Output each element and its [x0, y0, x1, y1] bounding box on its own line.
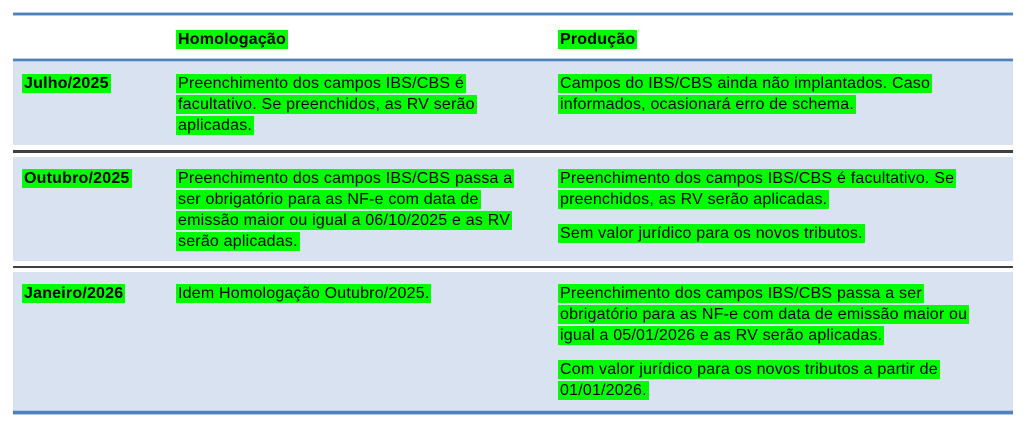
producao-cell [551, 272, 1013, 410]
cell-paragraph [176, 73, 525, 136]
table-bottom-border [13, 410, 1013, 415]
period-cell [13, 157, 169, 198]
cell-paragraph [176, 168, 525, 252]
highlighted-text: Preenchimento dos campos IBS/CBS é facultativo. Se preenchidos, as RV serão aplicadas. [178, 75, 475, 134]
highlighted-text: Campos do IBS/CBS ainda não implantados. Caso informados, ocasionará erro de schema. [560, 75, 931, 113]
homologacao-cell [169, 272, 551, 313]
cell-paragraph [176, 283, 525, 304]
highlighted-text: Preenchimento dos campos IBS/CBS é facultativo. Se preenchidos, as RV serão aplicadas. [560, 169, 955, 208]
row-separator [13, 150, 1013, 153]
highlighted-text: Com valor jurídico para os novos tributos a partir de 01/01/2026. [560, 361, 938, 399]
table-row-outubro-2025 [13, 157, 1013, 261]
producao-cell [551, 62, 1013, 124]
period-label: Julho/2025 [24, 75, 109, 92]
cell-paragraph [558, 73, 999, 115]
table-row-janeiro-2026 [13, 272, 1013, 410]
highlighted-text: Preenchimento dos campos IBS/CBS passa a ser obrigatório para as NF-e com data de emissão maior ou igual a 05/01/2026 e as RV serão aplicadas. [560, 285, 968, 344]
highlighted-text: Idem Homologação Outubro/2025. [178, 285, 430, 302]
header-cell-producao [551, 16, 1013, 58]
highlighted-text: Preenchimento dos campos IBS/CBS passa a ser obrigatório para as NF-e com data de emissão maior ou igual a 06/10/2025 e as RV serão aplicadas. [178, 169, 513, 250]
period-label: Janeiro/2026 [24, 285, 124, 302]
row-separator [13, 266, 1013, 269]
homologacao-cell [169, 62, 551, 145]
column-header-homologacao: Homologação [178, 31, 286, 48]
homologacao-cell [169, 157, 551, 261]
producao-cell [551, 157, 1013, 253]
row-separator-line [13, 266, 1013, 269]
highlighted-text: Sem valor jurídico para os novos tributos. [560, 224, 863, 242]
cell-paragraph [558, 283, 999, 346]
cell-paragraph [558, 359, 999, 401]
cell-paragraph [558, 223, 999, 244]
period-label: Outubro/2025 [24, 169, 130, 187]
schedule-table [13, 12, 1013, 415]
column-header-producao: Produção [560, 31, 636, 48]
row-separator-line [13, 150, 1013, 153]
header-cell-homologacao [169, 16, 551, 58]
table-row-julho-2025 [13, 62, 1013, 145]
period-cell [13, 272, 169, 313]
header-cell-period [13, 16, 169, 37]
cell-paragraph [558, 168, 999, 210]
period-cell [13, 62, 169, 103]
table-header-row [13, 16, 1013, 58]
